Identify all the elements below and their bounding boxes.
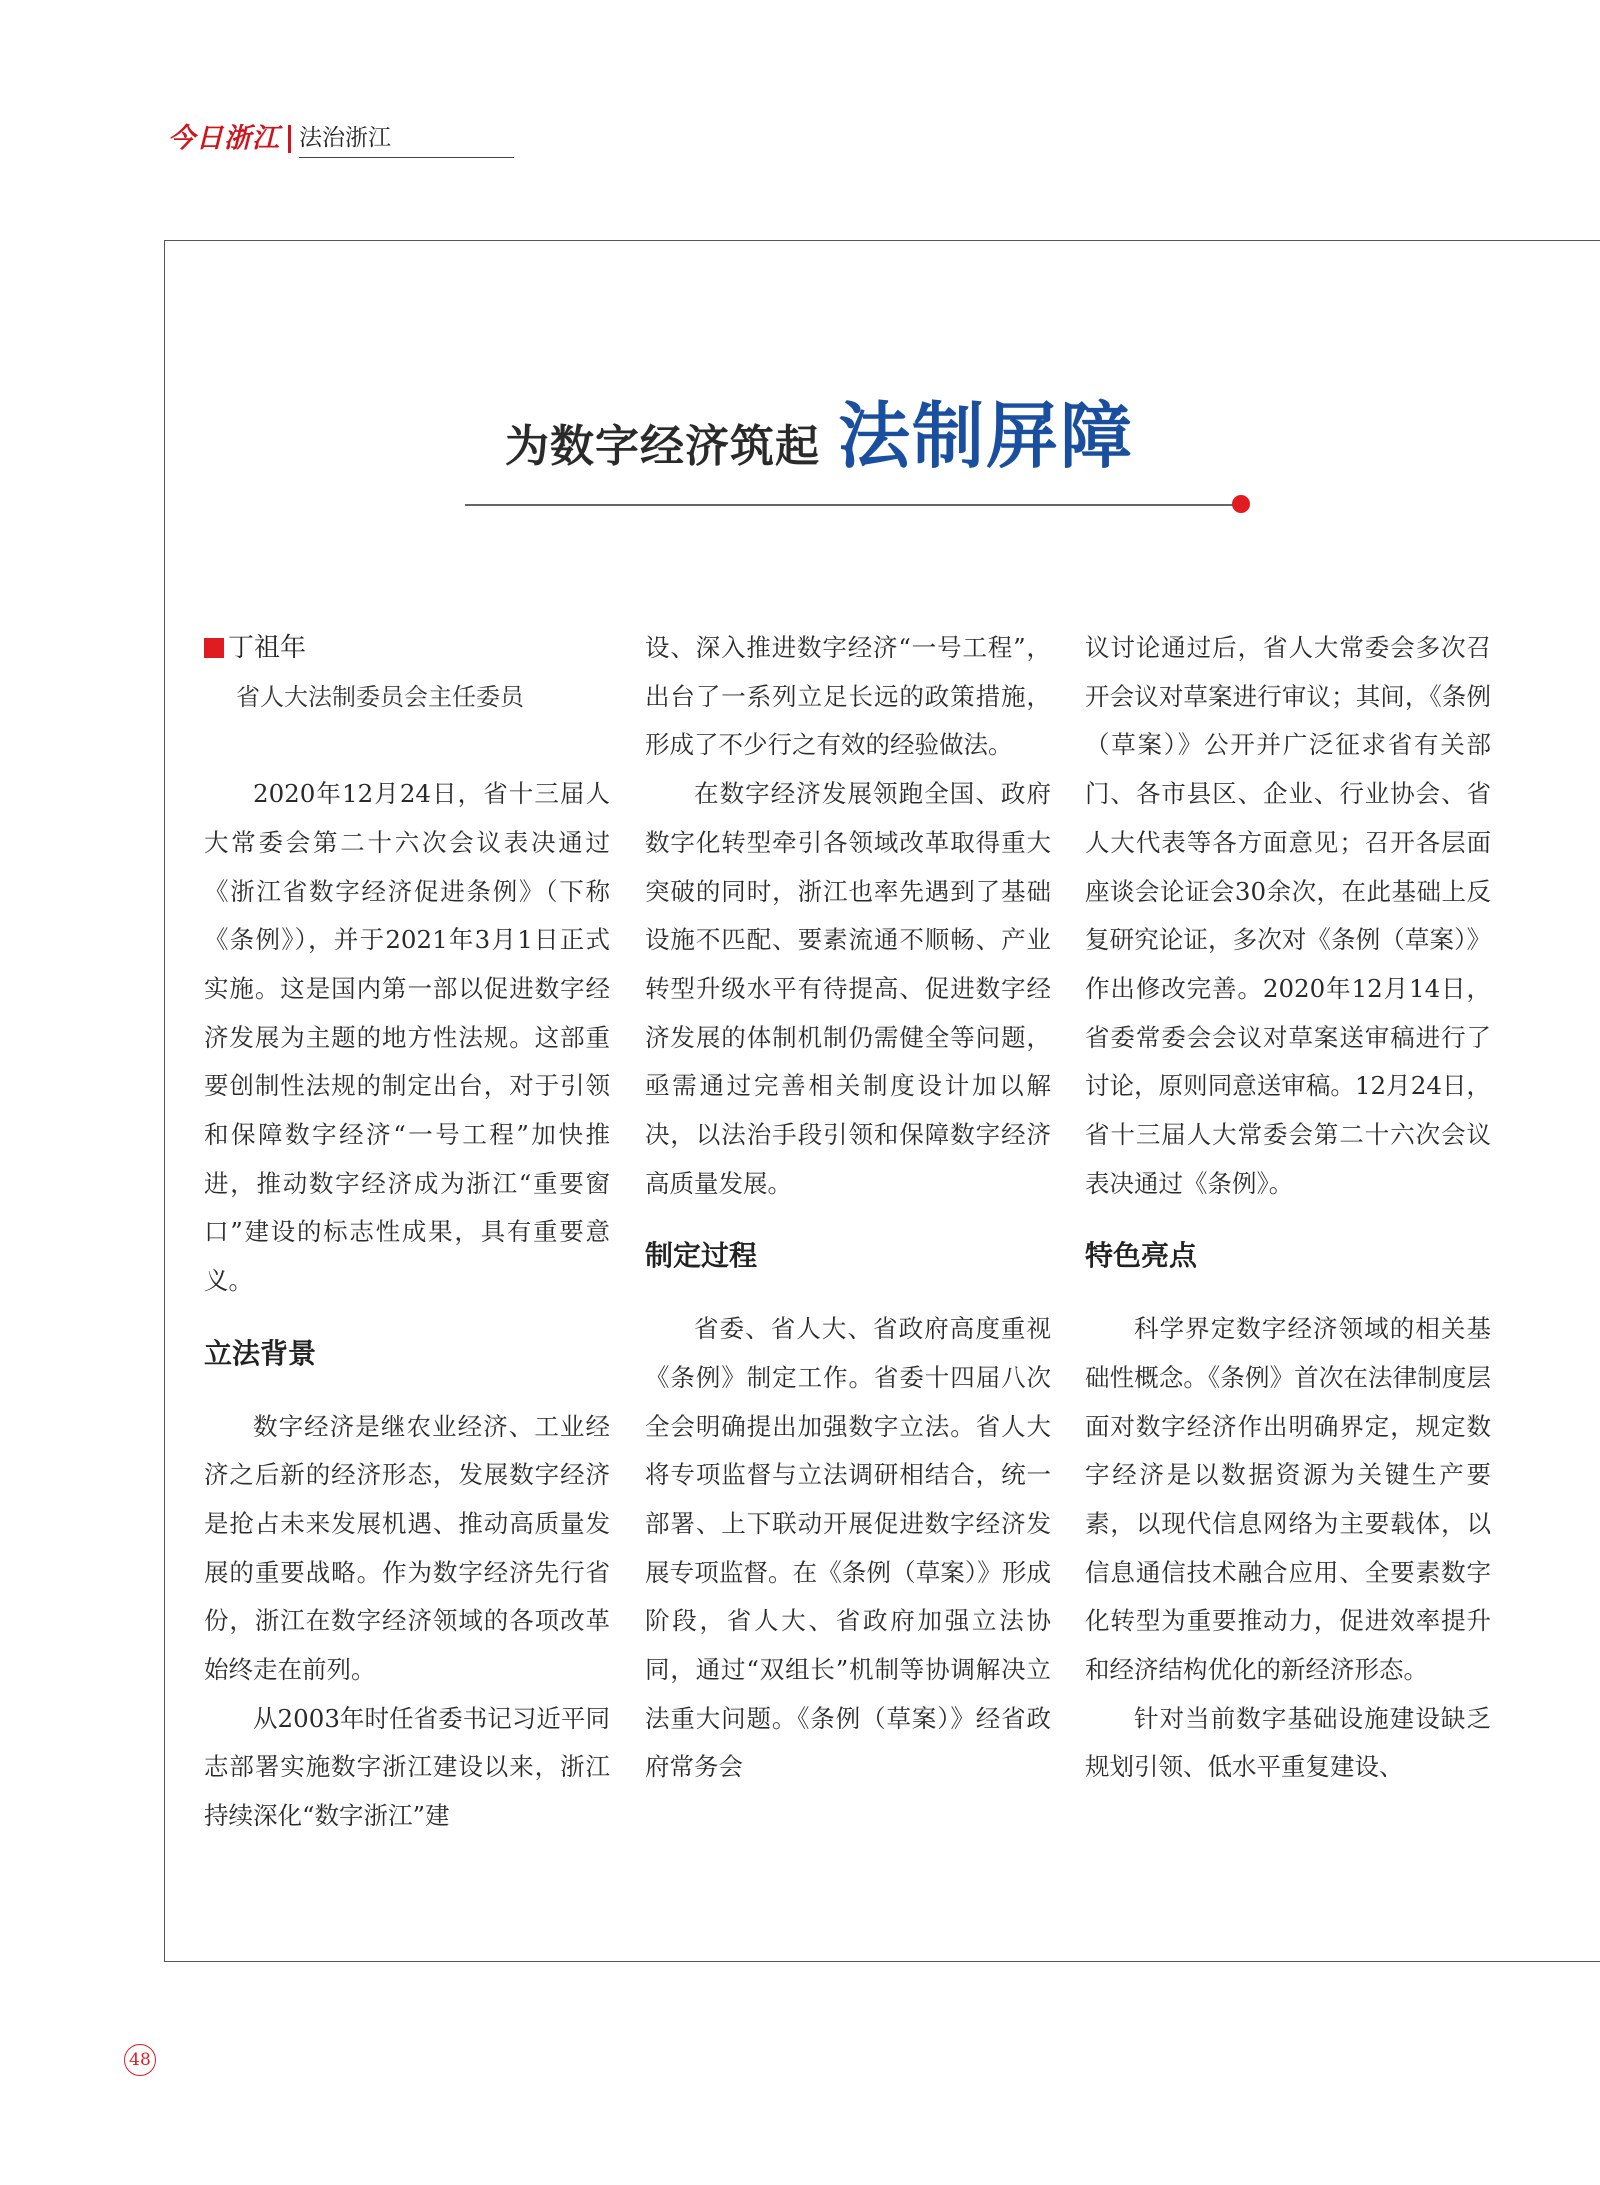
spacer xyxy=(204,1306,610,1330)
paragraph: 科学界定数字经济领域的相关基础性概念。《条例》首次在法律制度层面对数字经济作出明确界定，规定数字经济是以数据资源为关键生产要素，以现代信息网络为主要载体，以信息通信技术融合应用、全要素数字化转型为重要推动力，促进效率提升和经济结构优化的新经济形态。 xyxy=(1085,1314,1491,1685)
author-name: 丁祖年 xyxy=(228,633,307,663)
magazine-logo: 今日浙江 xyxy=(168,123,280,154)
spacer xyxy=(204,721,610,770)
section-name: 法治浙江 xyxy=(299,119,514,158)
square-bullet-icon xyxy=(204,638,224,658)
paragraph: 在数字经济发展领跑全国、政府数字化转型牵引各领域改革取得重大突破的同时，浙江也率先遇到了基础设施不匹配、要素流通不顺畅、产业转型升级水平有待提高、促进数字经济发展的体制机制仍需健全等问题，亟需通过完善相关制度设计加以解决，以法治手段引领和保障数字经济高质量发展。 xyxy=(645,779,1051,1198)
column-1 xyxy=(204,624,610,1841)
paragraph: 从2003年时任省委书记习近平同志部署实施数字浙江建设以来，浙江持续深化“数字浙江”建 xyxy=(204,1703,610,1831)
paragraph: 针对当前数字基础设施建设缺乏规划引领、低水平重复建设、 xyxy=(1085,1703,1491,1782)
author-position: 省人大法制委员会主任委员 xyxy=(236,682,524,711)
paragraph-continued: 设、深入推进数字经济“一号工程”，出台了一系列立足长远的政策措施，形成了不少行之有效的经验做法。 xyxy=(645,633,1051,760)
title-main: 法制屏障 xyxy=(838,394,1135,478)
paragraph: 数字经济是继农业经济、工业经济之后新的经济形态，发展数字经济是抢占未来发展机遇、推动高质量发展的重要战略。作为数字经济先行省份，浙江在数字经济领域的各项改革始终走在前列。 xyxy=(204,1411,610,1685)
paragraph-continued: 议讨论通过后，省人大常委会多次召开会议对草案进行审议；其间，《条例（草案）》公开并广泛征求省有关部门、各市县区、企业、行业协会、省人大代表等各方面意见；召开各层面座谈会论证会30余次，在此基础上反复研究论证，多次对《条例（草案）》作出修改完善。2020年12月14日，省委常委会会议对草案送审稿进行了讨论，原则同意送审稿。12月24日，省十三届人大常委会第二十六次会议表决通过《条例》。 xyxy=(1085,633,1491,1198)
spacer xyxy=(204,1379,610,1403)
spacer xyxy=(1085,1281,1491,1305)
spacer xyxy=(1085,1208,1491,1232)
masthead-separator xyxy=(288,125,291,153)
spacer xyxy=(645,1281,1051,1305)
column-2 xyxy=(645,624,1051,1792)
page-number: 48 xyxy=(124,2044,156,2076)
article-title xyxy=(505,378,1134,478)
intro-paragraph: 2020年12月24日，省十三届人大常委会第二十六次会议表决通过《浙江省数字经济促进条例》（下称《条例》），并于2021年3月1日正式实施。这是国内第一部以促进数字经济发展为主题的地方性法规。这部重要创制性法规的制定出台，对于引领和保障数字经济“一号工程”加快推进，推动数字经济成为浙江“重要窗口”建设的标志性成果，具有重要意义。 xyxy=(204,779,610,1296)
title-prefix: 为数字经济筑起 xyxy=(505,421,820,472)
paragraph: 省委、省人大、省政府高度重视《条例》制定工作。省委十四届八次全会明确提出加强数字立法。省人大将专项监督与立法调研相结合，统一部署、上下联动开展促进数字经济发展专项监督。在《条例（草案）》形成阶段，省人大、省政府加强立法协同，通过“双组长”机制等协调解决立法重大问题。《条例（草案）》经省政府常务会 xyxy=(645,1314,1051,1782)
author-byline xyxy=(204,624,610,673)
column-3 xyxy=(1085,624,1491,1792)
spacer xyxy=(645,1208,1051,1232)
section-heading-highlights: 特色亮点 xyxy=(1085,1239,1198,1273)
title-underline xyxy=(465,504,1235,506)
section-heading-process: 制定过程 xyxy=(645,1239,758,1273)
title-dot-icon xyxy=(1232,495,1250,513)
masthead xyxy=(168,118,514,158)
section-heading-background: 立法背景 xyxy=(204,1336,317,1370)
